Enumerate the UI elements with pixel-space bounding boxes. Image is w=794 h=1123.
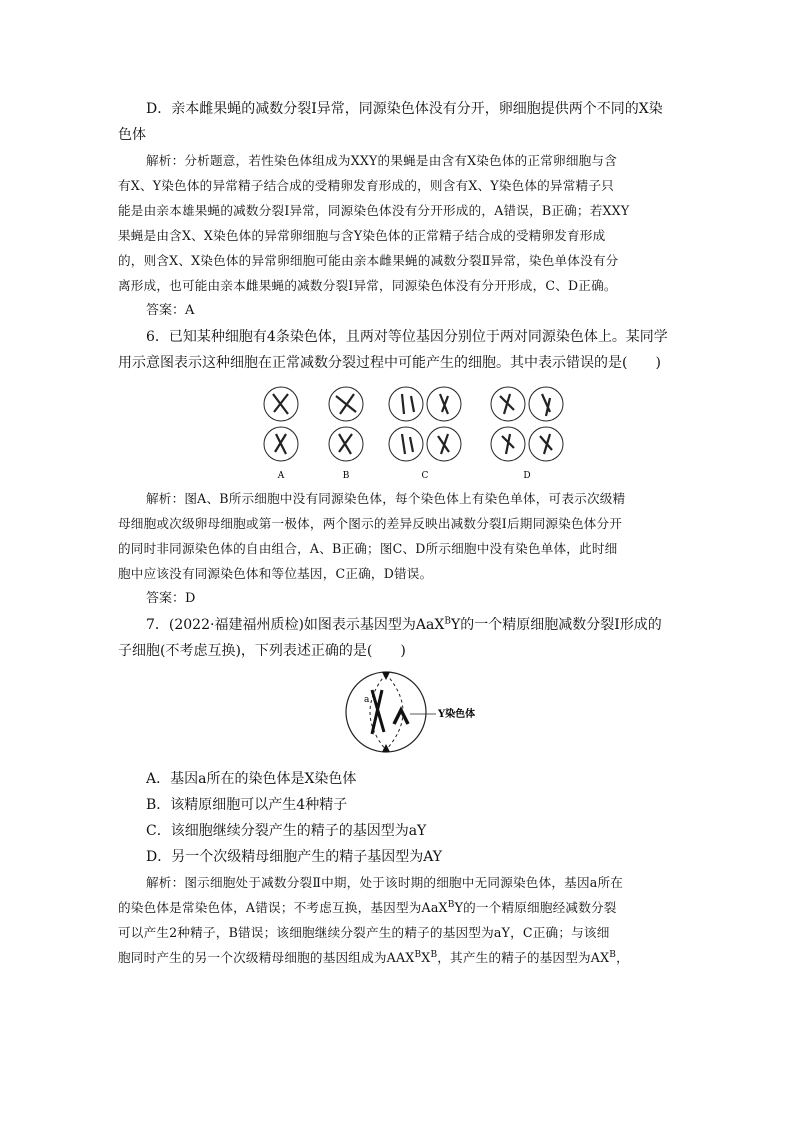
solution-7-text: 胞同时产生的另一个次级精母细胞的基因组成为AAX — [118, 950, 415, 965]
page — [118, 96, 678, 970]
option-d-prev-line2: 色体 — [118, 127, 146, 143]
option-d-prev-line1: D．亲本雌果蝇的减数分裂Ⅰ异常，同源染色体没有分开，卵细胞提供两个不同的X染 — [146, 101, 663, 117]
figure-6-label-b: B — [342, 471, 350, 481]
solution-5-line: 离形成，也可能由亲本雌果蝇的减数分裂Ⅰ异常，同源染色体没有分开形成，C、D正确。 — [118, 278, 617, 293]
option-7-a: A．基因a所在的染色体是X染色体 — [146, 771, 357, 787]
solution-5-line: 能是由亲本雄果蝇的减数分裂Ⅰ异常，同源染色体没有分开形成的，A错误，B正确；若XXY — [118, 203, 630, 218]
solution-5-line: 解析：分析题意，若性染色体组成为XXY的果蝇是由含有X染色体的正常卵细胞与含 — [146, 153, 617, 168]
solution-7-line: 可以产生2种精子，B错误；该细胞继续分裂产生的精子的基因型为aY，C正确；与该细 — [118, 925, 610, 940]
option-7-b: B．该精原细胞可以产生4种精子 — [146, 797, 348, 813]
solution-5-line: 的，则含X、X染色体的异常卵细胞可能由亲本雌果蝇的减数分裂Ⅱ异常，染色单体没有分 — [118, 253, 619, 268]
solution-7-sup: B — [430, 949, 438, 960]
figure-6-label-a: A — [277, 471, 285, 481]
question-7-text: Y的一个精原细胞减数分裂Ⅰ形成的 — [450, 617, 662, 633]
solution-6-line: 母细胞或次级卵母细胞或第一极体，两个图示的差异反映出减数分裂Ⅰ后期同源染色体分开 — [118, 516, 623, 531]
solution-5 — [118, 148, 678, 298]
question-6-line2: 用示意图表示这种细胞在正常减数分裂过程中可能产生的细胞。其中表示错误的是( ) — [118, 355, 661, 371]
figure-7 — [118, 670, 678, 760]
solution-5-line: 果蝇是由含X、X染色体的异常卵细胞与含Y染色体的正常精子结合成的受精卵发育形成 — [118, 228, 606, 243]
solution-6-line: 解析：图A、B所示细胞中没有同源染色体，每个染色体上有染色单体，可表示次级精 — [146, 491, 626, 506]
solution-6-line: 胞中应该没有同源染色体和等位基因，C正确，D错误。 — [118, 566, 433, 581]
question-7-text: 7．(2022·福建福州质检)如图表示基因型为AaX — [146, 617, 445, 633]
cell-diagrams-figure — [118, 382, 678, 482]
solution-7-text: X — [421, 950, 431, 965]
solution-7-sup: B — [609, 949, 617, 960]
solution-7 — [118, 870, 678, 970]
answer-5: 答案：A — [146, 303, 195, 318]
solution-7-line — [118, 945, 678, 970]
solution-7-line — [118, 895, 678, 920]
figure-6 — [118, 382, 678, 482]
solution-7-text: Y的一个精原细胞经减数分裂 — [454, 900, 617, 915]
question-7-line1 — [118, 612, 678, 638]
y-chromosome-label: Y染色体 — [438, 709, 476, 720]
gene-a-label: a — [364, 695, 370, 705]
option-7-d: D．另一个次级精母细胞产生的精子基因型为AY — [146, 849, 443, 865]
question-6-line1: 6．已知某种细胞有4条染色体，且两对等位基因分别位于两对同源染色体上。某同学 — [146, 329, 668, 345]
solution-6 — [118, 486, 678, 586]
question-7-line2: 子细胞(不考虑互换)，下列表述正确的是( ) — [118, 643, 406, 659]
question-7-sup: B — [444, 616, 451, 627]
solution-7-line: 解析：图示细胞处于减数分裂Ⅱ中期，处于该时期的细胞中无同源染色体，基因a所在 — [146, 875, 624, 890]
solution-7-text: ，其产生的精子的基因型为AX — [437, 950, 610, 965]
solution-7-sup: B — [414, 949, 422, 960]
figure-6-label-d: D — [523, 471, 531, 481]
solution-7-text: 的染色体是常染色体，A错误；不考虑互换，基因型为AaX — [118, 900, 448, 915]
solution-6-line: 的同时非同源染色体的自由组合，A、B正确；图C、D所示细胞中没有染色单体，此时细 — [118, 541, 618, 556]
solution-7-sup: B — [447, 899, 455, 910]
solution-7-text: ， — [616, 950, 629, 965]
figure-6-label-c: C — [421, 471, 429, 481]
solution-5-line: 有X、Y染色体的异常精子结合成的受精卵发育形成的，则含有X、Y染色体的异常精子只 — [118, 178, 614, 193]
answer-6: 答案：D — [146, 591, 196, 606]
sperm-cell-diagram — [118, 670, 678, 760]
option-7-c: C．该细胞继续分裂产生的精子的基因型为aY — [146, 823, 427, 839]
